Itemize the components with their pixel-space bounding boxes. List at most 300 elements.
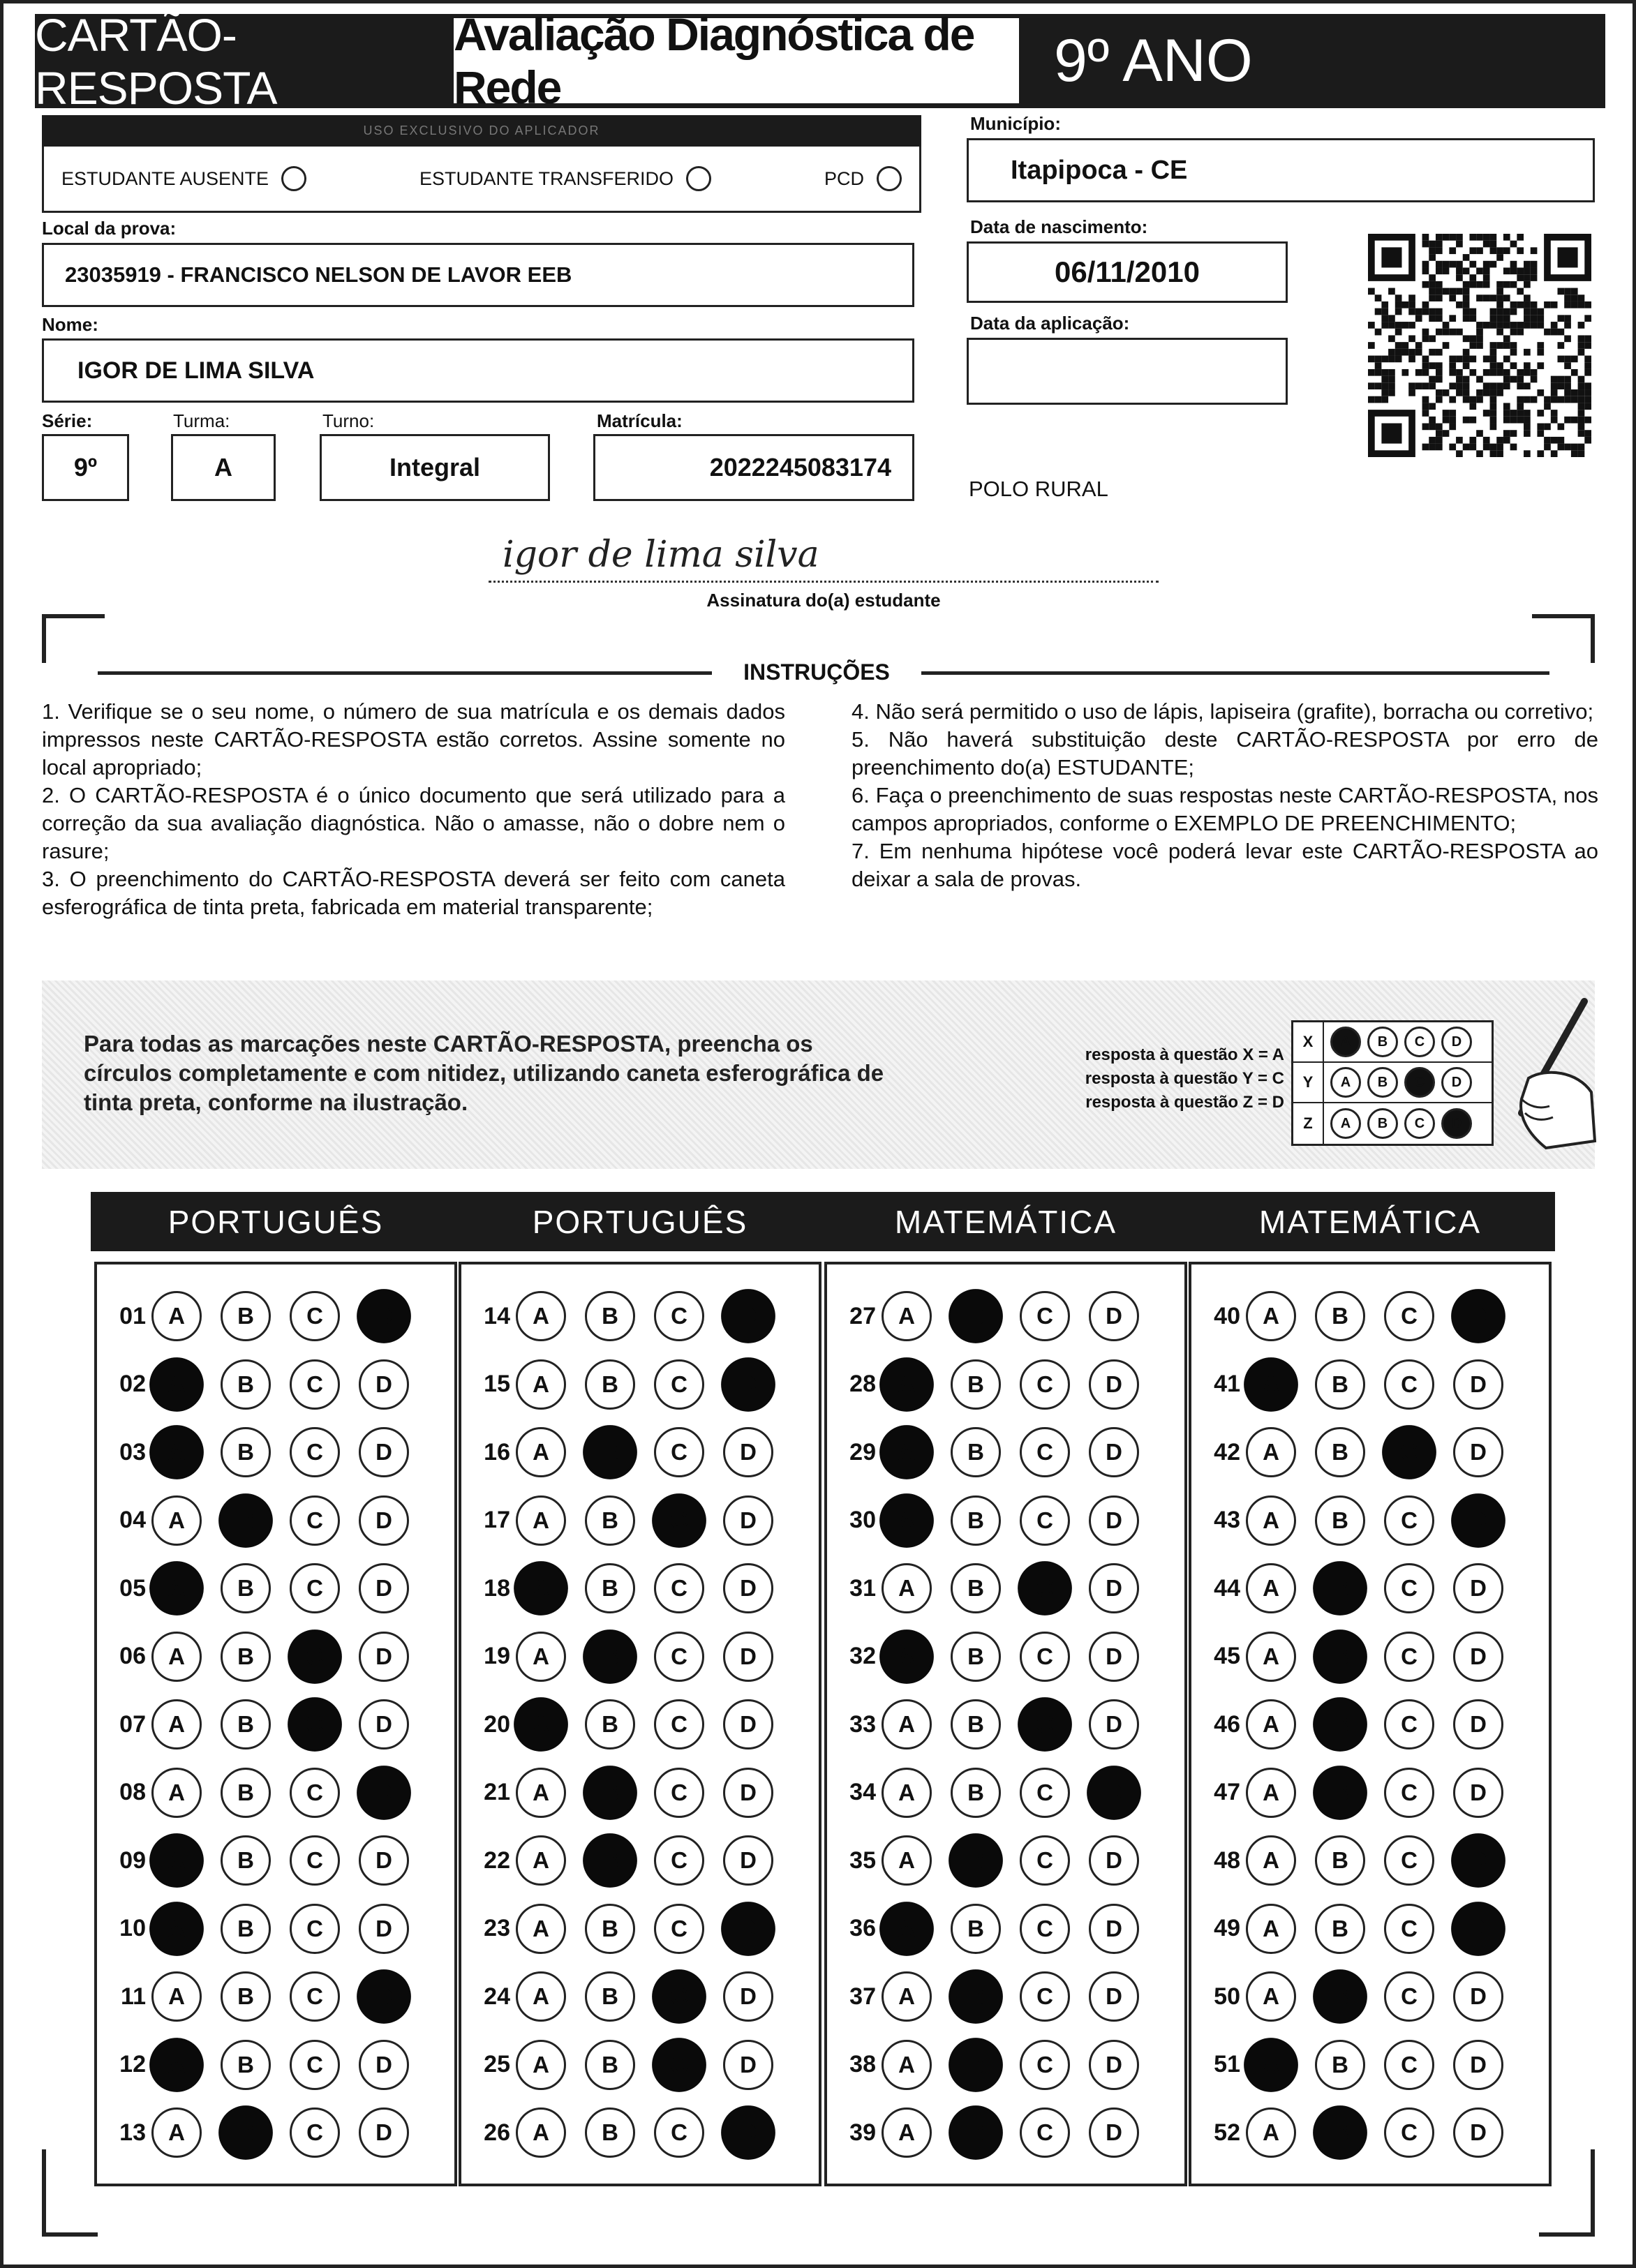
answer-bubble-b[interactable]: B xyxy=(221,1427,271,1477)
turno-field[interactable] xyxy=(320,434,550,501)
question-row xyxy=(1197,1285,1522,1347)
answer-bubble-a[interactable]: A xyxy=(151,1971,202,2022)
answer-bubble-a[interactable]: A xyxy=(151,1632,202,1682)
question-number: 01 xyxy=(119,1302,146,1329)
answer-column xyxy=(459,1262,821,2186)
answer-bubble-b[interactable]: B xyxy=(585,1563,635,1613)
question-row xyxy=(833,1422,1158,1483)
answer-bubble-c[interactable]: C xyxy=(290,2040,340,2090)
answer-bubble-b[interactable]: B xyxy=(951,1563,1001,1613)
question-row xyxy=(833,1830,1158,1891)
question-row xyxy=(833,1694,1158,1755)
question-number: 37 xyxy=(849,1983,876,2010)
question-number: 38 xyxy=(849,2051,876,2077)
answer-bubble-d[interactable]: D xyxy=(723,1971,773,2022)
answer-bubble-d[interactable]: D xyxy=(723,1563,773,1613)
aplicacao-field[interactable] xyxy=(967,338,1288,405)
instruction-6: 6. Faça o preenchimento de suas respostas neste CARTÃO-RESPOSTA, nos campos apropriados, conforme o EXEMPLO DE PREENCHIMENTO; xyxy=(852,783,1598,835)
answer-bubble-d[interactable]: D xyxy=(357,1766,411,1820)
answer-bubble-b[interactable]: B xyxy=(1313,1969,1367,2024)
answer-bubble-b[interactable]: B xyxy=(1313,2105,1367,2160)
instruction-7: 7. Em nenhuma hipótese você poderá levar este CARTÃO-RESPOSTA ao deixar a sala de provas. xyxy=(852,839,1598,891)
answer-bubble-d[interactable]: D xyxy=(359,1495,409,1546)
answer-bubble-d[interactable]: D xyxy=(1453,1699,1503,1750)
example-row xyxy=(1293,1022,1492,1063)
answer-bubble-c[interactable]: C xyxy=(1020,1291,1070,1341)
question-number: 26 xyxy=(484,2119,510,2146)
answer-bubble-c[interactable]: C xyxy=(290,1359,340,1410)
pcd-option[interactable] xyxy=(824,166,902,191)
signature-handwriting: igor de lima silva xyxy=(503,534,819,576)
answer-bubble-d[interactable]: D xyxy=(1089,2107,1139,2158)
answer-bubble-d[interactable]: D xyxy=(721,1902,775,1956)
example-bubble: B xyxy=(1367,1027,1398,1057)
answer-bubble-c[interactable]: C xyxy=(288,1629,342,1684)
answer-bubble-d[interactable]: D xyxy=(1453,1427,1503,1477)
nascimento-field[interactable]: 06/11/2010 xyxy=(967,241,1288,303)
name-field[interactable]: IGOR DE LIMA SILVA xyxy=(42,338,914,403)
question-number: 45 xyxy=(1214,1643,1240,1669)
answer-bubble-b[interactable]: B xyxy=(221,1632,271,1682)
answer-bubble-d[interactable]: D xyxy=(723,1768,773,1818)
question-number: 47 xyxy=(1214,1779,1240,1805)
answer-bubble-b[interactable]: B xyxy=(221,1971,271,2022)
answer-bubble-a[interactable]: A xyxy=(516,2107,566,2158)
question-row xyxy=(103,1285,428,1347)
answer-bubble-b[interactable]: B xyxy=(1315,1904,1365,1954)
answer-bubble-a[interactable]: A xyxy=(879,1902,934,1956)
question-number: 15 xyxy=(484,1371,510,1397)
answer-bubble-d[interactable]: D xyxy=(1089,1427,1139,1477)
answer-bubble-b[interactable]: B xyxy=(585,2040,635,2090)
answer-bubble-b[interactable]: B xyxy=(951,1359,1001,1410)
answer-bubble-a[interactable]: A xyxy=(151,1768,202,1818)
answer-bubble-c[interactable]: C xyxy=(290,1291,340,1341)
answer-bubble-d[interactable]: D xyxy=(1089,2040,1139,2090)
answer-bubble-d[interactable]: D xyxy=(357,1969,411,2024)
answer-bubble-b[interactable]: B xyxy=(585,1291,635,1341)
answer-bubble-d[interactable]: D xyxy=(1087,1766,1141,1820)
question-row xyxy=(467,1898,792,1960)
answer-bubble-d[interactable]: D xyxy=(1451,1289,1505,1343)
answer-bubble-d[interactable]: D xyxy=(359,1699,409,1750)
answer-bubble-c[interactable]: C xyxy=(654,1768,704,1818)
question-row xyxy=(467,1285,792,1347)
example-text: Para todas as marcações neste CARTÃO-RESPOSTA, preencha os círculos completamente e com nitidez, utilizando caneta esferográfica de tinta preta, conforme na ilustração. xyxy=(84,1031,884,1115)
answer-bubble-c[interactable]: C xyxy=(290,1971,340,2022)
answer-bubble-d[interactable]: D xyxy=(723,1495,773,1546)
answer-bubble-b[interactable]: B xyxy=(221,1359,271,1410)
answer-bubble-a[interactable]: A xyxy=(1246,1904,1296,1954)
answer-bubble-c[interactable]: C xyxy=(1384,1971,1434,2022)
question-row xyxy=(103,1898,428,1960)
question-number: 27 xyxy=(849,1302,876,1329)
answer-bubble-c[interactable]: C xyxy=(290,1904,340,1954)
example-bubble: B xyxy=(1367,1067,1398,1098)
answer-bubble-a[interactable]: A xyxy=(514,1561,568,1616)
question-row xyxy=(1197,1422,1522,1483)
answer-bubble-d[interactable]: D xyxy=(359,1632,409,1682)
answer-bubble-c[interactable]: C xyxy=(1020,1427,1070,1477)
answer-bubble-c[interactable]: C xyxy=(1384,1291,1434,1341)
pen-hand-icon xyxy=(1480,994,1598,1155)
answer-bubble-c[interactable]: C xyxy=(1020,1904,1070,1954)
answer-bubble-b[interactable]: B xyxy=(221,1768,271,1818)
answer-bubble-c[interactable]: C xyxy=(654,1563,704,1613)
answer-bubble-d[interactable]: D xyxy=(721,1357,775,1412)
answer-bubble-b[interactable]: B xyxy=(949,1969,1003,2024)
answer-bubble-a[interactable]: A xyxy=(516,1768,566,1818)
answer-bubble-d[interactable]: D xyxy=(723,1699,773,1750)
example-bubble: C xyxy=(1404,1108,1435,1139)
answer-bubble-d[interactable]: D xyxy=(721,2105,775,2160)
question-row xyxy=(833,2102,1158,2163)
answer-bubble-a[interactable]: A xyxy=(882,1768,932,1818)
answer-bubble-a[interactable]: A xyxy=(149,1357,204,1412)
answer-bubble-c[interactable]: C xyxy=(290,1835,340,1886)
answer-bubble-b[interactable]: B xyxy=(221,1835,271,1886)
answer-bubble-d[interactable]: D xyxy=(1089,1971,1139,2022)
answer-bubble-a[interactable]: A xyxy=(1246,1495,1296,1546)
answer-bubble-a[interactable]: A xyxy=(149,1902,204,1956)
answer-bubble-d[interactable]: D xyxy=(1089,1835,1139,1886)
answer-bubble-a[interactable]: A xyxy=(879,1629,934,1684)
absent-option[interactable] xyxy=(61,166,306,191)
answer-bubble-b[interactable]: B xyxy=(951,1632,1001,1682)
answer-bubble-d[interactable]: D xyxy=(1089,1291,1139,1341)
answer-bubble-c[interactable]: C xyxy=(1020,1971,1070,2022)
answer-bubble-d[interactable]: D xyxy=(1451,1493,1505,1548)
answer-bubble-b[interactable]: B xyxy=(1315,1427,1365,1477)
municipio-label: Município: xyxy=(970,113,1061,134)
answer-bubble-c[interactable]: C xyxy=(654,2107,704,2158)
column-header: PORTUGUÊS xyxy=(91,1192,461,1251)
signature-line[interactable] xyxy=(489,534,1159,583)
answer-bubble-a[interactable]: A xyxy=(879,1493,934,1548)
answer-bubble-b[interactable]: B xyxy=(585,1904,635,1954)
answer-bubble-d[interactable]: D xyxy=(359,2107,409,2158)
answer-bubble-b[interactable]: B xyxy=(218,2105,273,2160)
question-number: 04 xyxy=(119,1507,146,1533)
answer-bubble-a[interactable]: A xyxy=(151,2107,202,2158)
pcd-radio[interactable] xyxy=(877,166,902,191)
answer-bubble-a[interactable]: A xyxy=(882,2040,932,2090)
answer-bubble-a[interactable]: A xyxy=(149,1833,204,1888)
answer-bubble-a[interactable]: A xyxy=(151,1699,202,1750)
answer-bubble-a[interactable]: A xyxy=(1244,1357,1298,1412)
question-row xyxy=(1197,1762,1522,1823)
answer-bubble-a[interactable]: A xyxy=(149,2038,204,2092)
answer-bubble-a[interactable]: A xyxy=(516,1971,566,2022)
question-number: 17 xyxy=(484,1507,510,1533)
answer-bubble-b[interactable]: B xyxy=(583,1766,637,1820)
card-label: CARTÃO-RESPOSTA xyxy=(35,8,277,114)
answer-bubble-a[interactable]: A xyxy=(151,1495,202,1546)
question-row xyxy=(103,1762,428,1823)
local-label: Local da prova: xyxy=(42,218,177,239)
question-number: 12 xyxy=(119,2051,146,2077)
answer-bubble-b[interactable]: B xyxy=(949,2038,1003,2092)
instructions-right xyxy=(852,698,1598,893)
status-box xyxy=(42,147,921,213)
answer-bubble-d[interactable]: D xyxy=(721,1289,775,1343)
question-row xyxy=(103,1694,428,1755)
answer-bubble-a[interactable]: A xyxy=(516,1495,566,1546)
example-legend-z: resposta à questão Z = D xyxy=(1085,1093,1284,1112)
answer-bubble-d[interactable]: D xyxy=(1451,1902,1505,1956)
answer-bubble-b[interactable]: B xyxy=(949,2105,1003,2160)
answer-bubble-d[interactable]: D xyxy=(357,1289,411,1343)
pcd-label: PCD xyxy=(824,167,864,189)
answer-bubble-b[interactable]: B xyxy=(221,1904,271,1954)
answer-bubble-d[interactable]: D xyxy=(1453,1632,1503,1682)
answer-bubble-c[interactable]: C xyxy=(652,2038,706,2092)
answer-bubble-a[interactable]: A xyxy=(882,1835,932,1886)
answer-bubble-b[interactable]: B xyxy=(583,1629,637,1684)
example-bubble: D xyxy=(1441,1067,1472,1098)
answer-bubble-c[interactable]: C xyxy=(652,1493,706,1548)
answer-bubble-a[interactable]: A xyxy=(882,1971,932,2022)
example-bubble: B xyxy=(1367,1108,1398,1139)
question-row xyxy=(103,1558,428,1619)
answer-bubble-b[interactable]: B xyxy=(585,1699,635,1750)
answer-bubble-c[interactable]: C xyxy=(290,1495,340,1546)
turma-field[interactable] xyxy=(171,434,276,501)
answer-bubble-a[interactable]: A xyxy=(151,1291,202,1341)
answer-bubble-c[interactable]: C xyxy=(1020,1359,1070,1410)
answer-bubble-a[interactable]: A xyxy=(516,1291,566,1341)
answer-bubble-a[interactable]: A xyxy=(1246,1835,1296,1886)
question-row xyxy=(833,1490,1158,1551)
answer-bubble-a[interactable]: A xyxy=(149,1561,204,1616)
answer-bubble-a[interactable]: A xyxy=(879,1357,934,1412)
turma-label: Turma: xyxy=(173,410,230,431)
answer-bubble-a[interactable]: A xyxy=(1246,2107,1296,2158)
question-row xyxy=(1197,1354,1522,1415)
answer-bubble-c[interactable]: C xyxy=(288,1697,342,1752)
answer-bubble-a[interactable]: A xyxy=(1246,1563,1296,1613)
answer-bubble-d[interactable]: D xyxy=(1453,1563,1503,1613)
answer-bubble-a[interactable]: A xyxy=(1246,1632,1296,1682)
answer-bubble-a[interactable]: A xyxy=(1246,1699,1296,1750)
answer-bubble-c[interactable]: C xyxy=(1384,1835,1434,1886)
answer-bubble-a[interactable]: A xyxy=(1246,1427,1296,1477)
answer-bubble-b[interactable]: B xyxy=(221,1563,271,1613)
answer-bubble-b[interactable]: B xyxy=(585,2107,635,2158)
question-row xyxy=(1197,1830,1522,1891)
answer-bubble-a[interactable]: A xyxy=(1244,2038,1298,2092)
answer-bubble-c[interactable]: C xyxy=(290,2107,340,2158)
question-number: 49 xyxy=(1214,1915,1240,1941)
answer-bubble-b[interactable]: B xyxy=(949,1289,1003,1343)
answer-bubble-a[interactable]: A xyxy=(516,1835,566,1886)
answer-bubble-d[interactable]: D xyxy=(359,1835,409,1886)
answer-bubble-c[interactable]: C xyxy=(1020,1835,1070,1886)
answer-bubble-c[interactable]: C xyxy=(1384,1632,1434,1682)
question-number: 07 xyxy=(119,1710,146,1738)
answer-bubble-c[interactable]: C xyxy=(1020,2040,1070,2090)
question-number: 22 xyxy=(484,1847,510,1874)
answer-bubble-a[interactable]: A xyxy=(516,2040,566,2090)
question-row xyxy=(1197,1898,1522,1960)
question-number: 24 xyxy=(484,1983,510,2010)
answer-bubble-c[interactable]: C xyxy=(1384,1563,1434,1613)
answer-bubble-b[interactable]: B xyxy=(1313,1766,1367,1820)
answer-bubble-d[interactable]: D xyxy=(359,2040,409,2090)
municipio-field[interactable]: Itapipoca - CE xyxy=(967,138,1595,202)
answer-bubble-a[interactable]: A xyxy=(882,2107,932,2158)
answer-bubble-a[interactable]: A xyxy=(149,1425,204,1479)
turno-label: Turno: xyxy=(322,410,375,431)
answer-bubble-d[interactable]: D xyxy=(1089,1632,1139,1682)
answer-bubble-d[interactable]: D xyxy=(1453,1971,1503,2022)
answer-bubble-b[interactable]: B xyxy=(1313,1561,1367,1616)
question-row xyxy=(1197,2034,1522,2096)
turma-value: A xyxy=(214,453,232,482)
answer-bubble-d[interactable]: D xyxy=(359,1563,409,1613)
answer-bubble-b[interactable]: B xyxy=(218,1493,273,1548)
answer-bubble-c[interactable]: C xyxy=(1384,2107,1434,2158)
answer-bubble-a[interactable]: A xyxy=(879,1425,934,1479)
answer-bubble-a[interactable]: A xyxy=(516,1632,566,1682)
answer-bubble-a[interactable]: A xyxy=(516,1904,566,1954)
answer-bubble-a[interactable]: A xyxy=(1246,1291,1296,1341)
answer-bubble-a[interactable]: A xyxy=(514,1697,568,1752)
answer-bubble-d[interactable]: D xyxy=(1089,1563,1139,1613)
example-legend-y: resposta à questão Y = C xyxy=(1085,1069,1284,1088)
answer-bubble-c[interactable]: C xyxy=(654,1427,704,1477)
answer-bubble-b[interactable]: B xyxy=(1315,1495,1365,1546)
answer-bubble-c[interactable]: C xyxy=(1384,1904,1434,1954)
answer-bubble-c[interactable]: C xyxy=(1384,1699,1434,1750)
answer-bubble-b[interactable]: B xyxy=(583,1425,637,1479)
answer-bubble-c[interactable]: C xyxy=(654,1632,704,1682)
answer-bubble-d[interactable]: D xyxy=(1089,1699,1139,1750)
answer-bubble-d[interactable]: D xyxy=(359,1904,409,1954)
answer-bubble-c[interactable]: C xyxy=(654,1904,704,1954)
answer-bubble-a[interactable]: A xyxy=(882,1699,932,1750)
answer-bubble-d[interactable]: D xyxy=(1453,2107,1503,2158)
answer-bubble-a[interactable]: A xyxy=(516,1359,566,1410)
question-row xyxy=(1197,1490,1522,1551)
answer-bubble-d[interactable]: D xyxy=(723,1835,773,1886)
transferred-option[interactable] xyxy=(419,166,711,191)
answer-bubble-b[interactable]: B xyxy=(1315,1835,1365,1886)
absent-radio[interactable] xyxy=(281,166,306,191)
answer-bubble-c[interactable]: C xyxy=(654,1291,704,1341)
answer-bubble-b[interactable]: B xyxy=(585,1495,635,1546)
question-row xyxy=(833,1898,1158,1960)
answer-bubble-b[interactable]: B xyxy=(221,1291,271,1341)
corner-mark-bottom-right-h xyxy=(1539,2232,1595,2237)
answer-bubble-c[interactable]: C xyxy=(1020,1768,1070,1818)
serie-field[interactable] xyxy=(42,434,129,501)
answer-bubble-d[interactable]: D xyxy=(723,1427,773,1477)
answer-bubble-c[interactable]: C xyxy=(654,1359,704,1410)
answer-bubble-c[interactable]: C xyxy=(1020,1632,1070,1682)
answer-bubble-c[interactable]: C xyxy=(1020,1495,1070,1546)
answer-bubble-d[interactable]: D xyxy=(1453,1768,1503,1818)
answer-bubble-c[interactable]: C xyxy=(1384,1768,1434,1818)
answer-bubble-a[interactable]: A xyxy=(516,1427,566,1477)
answer-bubble-b[interactable]: B xyxy=(221,2040,271,2090)
question-row xyxy=(833,1762,1158,1823)
answer-bubble-d[interactable]: D xyxy=(359,1427,409,1477)
answer-bubble-b[interactable]: B xyxy=(951,1699,1001,1750)
local-field[interactable]: 23035919 - FRANCISCO NELSON DE LAVOR EEB xyxy=(42,243,914,307)
answer-bubble-b[interactable]: B xyxy=(583,1833,637,1888)
answer-bubble-d[interactable]: D xyxy=(1453,1359,1503,1410)
answer-bubble-d[interactable]: D xyxy=(1451,1833,1505,1888)
answer-bubble-b[interactable]: B xyxy=(585,1971,635,2022)
answer-bubble-b[interactable]: B xyxy=(1315,2040,1365,2090)
answer-bubble-c[interactable]: C xyxy=(290,1768,340,1818)
answer-bubble-d[interactable]: D xyxy=(723,1632,773,1682)
answer-bubble-b[interactable]: B xyxy=(1313,1629,1367,1684)
answer-column xyxy=(94,1262,457,2186)
answer-bubble-d[interactable]: D xyxy=(723,2040,773,2090)
answer-bubble-b[interactable]: B xyxy=(951,1495,1001,1546)
answer-bubble-b[interactable]: B xyxy=(951,1904,1001,1954)
answer-bubble-b[interactable]: B xyxy=(951,1768,1001,1818)
answer-bubble-c[interactable]: C xyxy=(290,1563,340,1613)
answer-column xyxy=(824,1262,1187,2186)
question-row xyxy=(103,2102,428,2163)
answer-bubble-a[interactable]: A xyxy=(882,1563,932,1613)
answer-bubble-c[interactable]: C xyxy=(1384,1495,1434,1546)
matricula-label: Matrícula: xyxy=(597,410,683,431)
answer-bubble-b[interactable]: B xyxy=(951,1427,1001,1477)
question-number: 32 xyxy=(849,1643,876,1669)
example-bubble: A xyxy=(1330,1067,1361,1098)
answer-bubble-c[interactable]: C xyxy=(654,1699,704,1750)
transferred-radio[interactable] xyxy=(686,166,711,191)
answer-bubble-b[interactable]: B xyxy=(585,1359,635,1410)
answer-bubble-a[interactable]: A xyxy=(882,1291,932,1341)
answer-bubble-c[interactable]: C xyxy=(1018,1561,1072,1616)
absent-label: ESTUDANTE AUSENTE xyxy=(61,167,269,189)
answer-bubble-a[interactable]: A xyxy=(1246,1971,1296,2022)
question-row xyxy=(103,1354,428,1415)
matricula-field[interactable] xyxy=(593,434,914,501)
answer-bubble-c[interactable]: C xyxy=(1384,1359,1434,1410)
example-bubble: D xyxy=(1441,1027,1472,1057)
answer-bubble-c[interactable]: C xyxy=(1384,2040,1434,2090)
answer-bubble-d[interactable]: D xyxy=(1089,1359,1139,1410)
answer-bubble-b[interactable]: B xyxy=(221,1699,271,1750)
answer-bubble-d[interactable]: D xyxy=(1089,1904,1139,1954)
answer-bubble-b[interactable]: B xyxy=(949,1833,1003,1888)
answer-bubble-c[interactable]: C xyxy=(654,1835,704,1886)
example-bubble: A xyxy=(1330,1108,1361,1139)
question-number: 36 xyxy=(849,1915,876,1941)
question-number: 50 xyxy=(1214,1983,1240,2010)
instructions-title: INSTRUÇÕES xyxy=(712,659,921,685)
answer-bubble-d[interactable]: D xyxy=(359,1359,409,1410)
answer-bubble-d[interactable]: D xyxy=(1453,2040,1503,2090)
question-row xyxy=(1197,2102,1522,2163)
answer-bubble-b[interactable]: B xyxy=(1313,1697,1367,1752)
answer-bubble-c[interactable]: C xyxy=(290,1427,340,1477)
answer-bubble-c[interactable]: C xyxy=(652,1969,706,2024)
answer-bubble-b[interactable]: B xyxy=(1315,1359,1365,1410)
answer-bubble-d[interactable]: D xyxy=(1089,1495,1139,1546)
answer-bubble-c[interactable]: C xyxy=(1382,1425,1436,1479)
answer-bubble-b[interactable]: B xyxy=(1315,1291,1365,1341)
answer-bubble-a[interactable]: A xyxy=(1246,1768,1296,1818)
answer-bubble-c[interactable]: C xyxy=(1018,1697,1072,1752)
answer-bubble-c[interactable]: C xyxy=(1020,2107,1070,2158)
